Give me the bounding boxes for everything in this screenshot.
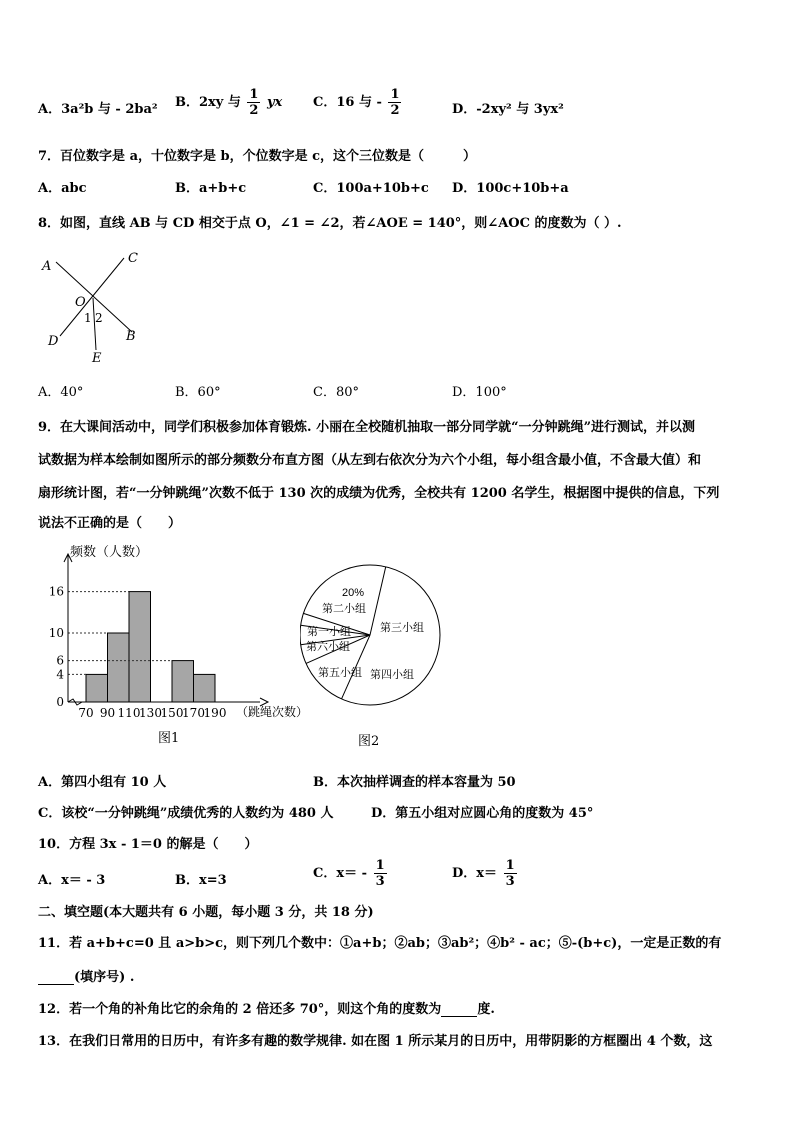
- line-cd: [60, 258, 124, 336]
- fraction: $\frac{1}{3}$: [375, 858, 385, 889]
- q9-option-d: D．第五小组对应圆心角的度数为 45°: [371, 806, 594, 821]
- q8-option-d: D．100°: [452, 385, 507, 400]
- hist-title: 图1: [158, 731, 180, 746]
- pie-label-group-5: 第五小组: [318, 667, 362, 679]
- q8-option-a: A．40°: [38, 385, 84, 400]
- q10-option-d: D．x＝ $\frac{1}{3}$: [452, 858, 515, 889]
- q11-answer-line: (填序号) .: [38, 966, 134, 985]
- q10-option-b: B．x=3: [175, 873, 227, 888]
- q9-stem-line-1: 9．在大课间活动中，同学们积极参加体育锻炼. 小丽在全校随机抽取一部分同学就“一分钟跳绳”进行测试，并以测: [38, 420, 696, 435]
- pie-label-group-6: 第六小组: [306, 641, 350, 653]
- pie-label-group-2: 第二小组: [322, 603, 366, 615]
- q9-stem-line-3: 扇形统计图，若“一分钟跳绳”次数不低于 130 次的成绩为优秀，全校共有 1200 名学生，根据图中提供的信息，下列: [38, 486, 720, 501]
- q6-option-b: B．2xy 与 $\frac{1}{2}$ yx: [175, 87, 283, 118]
- q8-option-b: B．60°: [175, 385, 221, 400]
- y-tick-label: 6: [56, 653, 64, 668]
- answer-blank: [441, 1004, 477, 1017]
- q9-option-b: B．本次抽样调查的样本容量为 50: [313, 775, 516, 790]
- q12-stem: 12．若一个角的补角比它的余角的 2 倍还多 70°，则这个角的度数为 度.: [38, 1002, 495, 1017]
- answer-blank: [38, 972, 74, 985]
- label-2: 2: [95, 311, 103, 325]
- pie-label-group-4: 第四小组: [370, 669, 414, 681]
- q9-option-a: A．第四小组有 10 人: [38, 775, 167, 790]
- x-tick-label: 150: [160, 706, 184, 720]
- q8-stem: 8．如图，直线 AB 与 CD 相交于点 O，∠1 = ∠2，若∠AOE = 140°，则∠AOC 的度数为（ ）.: [38, 216, 622, 231]
- section-2-title: 二、填空题(本大题共有 6 小题，每小题 3 分，共 18 分): [38, 905, 374, 920]
- q10-option-a: A．x＝ - 3: [38, 873, 106, 888]
- x-tick-label: 190: [203, 706, 227, 720]
- hist-y-label: 频数（人数）: [70, 544, 149, 559]
- pie-label-group-1: 第一小组: [307, 626, 351, 638]
- histogram-figure: [38, 540, 318, 750]
- label-a: A: [42, 259, 52, 274]
- fraction: $\frac{1}{3}$: [505, 858, 515, 889]
- label-1: 1: [84, 311, 92, 325]
- q9-stem-line-2: 试数据为样本绘制如图所示的部分频数分布直方图（从左到右依次分为六个小组，每小组含最小值，不含最大值）和: [38, 453, 702, 468]
- bar-150-170: [172, 661, 194, 702]
- x-tick-label: 110: [117, 706, 141, 720]
- q6-option-a: A．3a²b 与 - 2ba²: [38, 102, 158, 117]
- label-d: D: [48, 334, 59, 349]
- q9-stem-line-4: 说法不正确的是（ ）: [38, 516, 182, 531]
- label-c: C: [128, 251, 138, 266]
- q6-option-c: C．16 与 - $\frac{1}{2}$: [313, 87, 400, 118]
- q6-option-d: D．-2xy² 与 3yx²: [452, 102, 564, 117]
- q11-stem: 11．若 a+b+c=0 且 a>b>c，则下列几个数中：①a+b；②ab；③ab²；④b² - ac；⑤-(b+c)，一定是正数的有: [38, 936, 722, 951]
- y-tick-label: 16: [48, 584, 64, 599]
- q9-option-c: C．该校“一分钟跳绳”成绩优秀的人数约为 480 人: [38, 806, 334, 821]
- bar-70-90: [86, 674, 108, 702]
- bar-90-110: [108, 633, 130, 702]
- q7-stem: 7．百位数字是 a，十位数字是 b，个位数字是 c，这个三位数是（ ）: [38, 149, 477, 164]
- bar-110-130: [129, 592, 151, 702]
- pie-title: 图2: [358, 734, 380, 749]
- q10-option-c: C．x＝ - $\frac{1}{3}$: [313, 858, 385, 889]
- q8-option-c: C．80°: [313, 385, 359, 400]
- q10-stem: 10．方程 3x - 1＝0 的解是（ ）: [38, 837, 258, 852]
- pie-label-group-3: 第三小组: [380, 622, 424, 634]
- x-tick-label: 90: [99, 706, 116, 720]
- fraction: $\frac{1}{2}$: [390, 87, 400, 118]
- y-tick-label: 10: [48, 626, 64, 640]
- q13-stem: 13．在我们日常用的日历中，有许多有趣的数学规律. 如在图 1 所示某月的日历中，用带阴影的方框圈出 4 个数，这: [38, 1034, 713, 1049]
- y-tick-label: 0: [56, 695, 64, 709]
- x-tick-label: 130: [139, 706, 162, 720]
- x-tick-label: 70: [78, 706, 94, 720]
- label-o: O: [75, 295, 86, 310]
- label-e: E: [92, 351, 102, 366]
- y-tick-label: 4: [56, 667, 64, 682]
- hist-x-label: （跳绳次数）: [236, 705, 309, 719]
- q7-option-b: B．a+b+c: [175, 181, 247, 196]
- q7-option-c: C．100a+10b+c: [313, 181, 429, 196]
- fraction: $\frac{1}{2}$: [249, 87, 259, 118]
- pie-figure: [300, 560, 450, 755]
- q7-option-a: A．abc: [38, 181, 87, 196]
- q8-figure: [38, 248, 148, 368]
- label-b: B: [126, 329, 136, 344]
- pie-annotation-20pct: 20%: [342, 587, 365, 599]
- x-tick-label: 170: [182, 706, 205, 720]
- q7-option-d: D．100c+10b+a: [452, 181, 569, 196]
- bar-170-190: [194, 674, 216, 702]
